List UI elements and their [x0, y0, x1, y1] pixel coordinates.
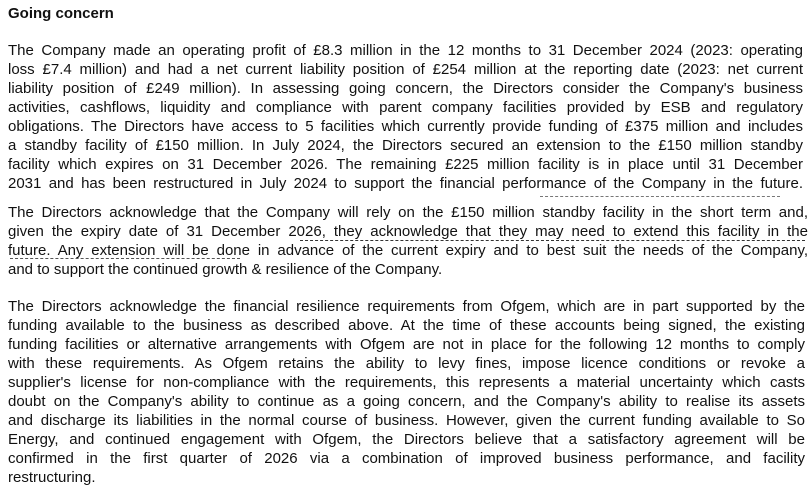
- paragraph-ofgem-requirements: [8, 297, 805, 487]
- text-line: and to support the continued growth & resilience of the Company.: [8, 261, 443, 278]
- text-line: given the expiry date of 31 December 2026, they acknowledge that they may need to extend this facility in the: [8, 223, 808, 240]
- section-heading: Going concern: [8, 5, 114, 22]
- text-line: funding facilities or alternative arrangements with Ofgem are not in place for the following 12 months to comply: [8, 336, 805, 353]
- text-line: confirmed in the first quarter of 2026 via a combination of improved business performance, and facility: [8, 450, 805, 467]
- text-line: The Directors acknowledge the financial resilience requirements from Ofgem, which are in part supported by the: [8, 298, 805, 315]
- text-line: future. Any extension will be done in advance of the current expiry and to best suit the needs of the Company,: [8, 242, 808, 259]
- scan-artifact-line: [300, 240, 805, 241]
- text-line: with these requirements. As Ofgem retains the ability to levy fines, impose licence conditions or revoke a: [8, 355, 805, 372]
- text-line: The Directors acknowledge that the Company will rely on the £150 million standby facility in the short term and,: [8, 204, 808, 221]
- text-line: liability position of £249 million). In assessing going concern, the Directors consider the Company's business: [8, 80, 803, 97]
- text-line: a standby facility of £150 million. In July 2024, the Directors secured an extension to the £150 million standby: [8, 137, 803, 154]
- text-line: activities, cashflows, liquidity and compliance with parent company facilities provided by ESB and regulatory: [8, 99, 803, 116]
- scan-artifact-line: [10, 258, 240, 259]
- text-line: obligations. The Directors have access to 5 facilities which currently provide funding of £375 million and includes: [8, 118, 803, 135]
- scan-artifact-line: [540, 196, 780, 197]
- paragraph-standby-facility: [8, 203, 808, 279]
- text-line: restructuring.: [8, 469, 96, 486]
- text-line: facility which expires on 31 December 2026. The remaining £225 million facility is in place until 31 December: [8, 156, 803, 173]
- paragraph-operating-results: [8, 41, 803, 193]
- text-line: 2031 and has been restructured in July 2024 to support the financial performance of the Company in the future.: [8, 175, 803, 192]
- text-line: loss £7.4 million) and had a net current liability position of £254 million at the reporting date (2023: net current: [8, 61, 803, 78]
- text-line: doubt on the Company's ability to continue as a going concern, and the Company's ability to realise its assets: [8, 393, 805, 410]
- text-line: and discharge its liabilities in the normal course of business. However, given the current funding available to So: [8, 412, 805, 429]
- text-line: The Company made an operating profit of £8.3 million in the 12 months to 31 December 2024 (2023: operating: [8, 42, 803, 59]
- text-line: funding available to the business as described above. At the time of these accounts being signed, the existing: [8, 317, 805, 334]
- text-line: Energy, and continued engagement with Ofgem, the Directors believe that a satisfactory agreement will be: [8, 431, 805, 448]
- text-line: supplier's license for non-compliance with the requirements, this represents a material uncertainty which casts: [8, 374, 805, 391]
